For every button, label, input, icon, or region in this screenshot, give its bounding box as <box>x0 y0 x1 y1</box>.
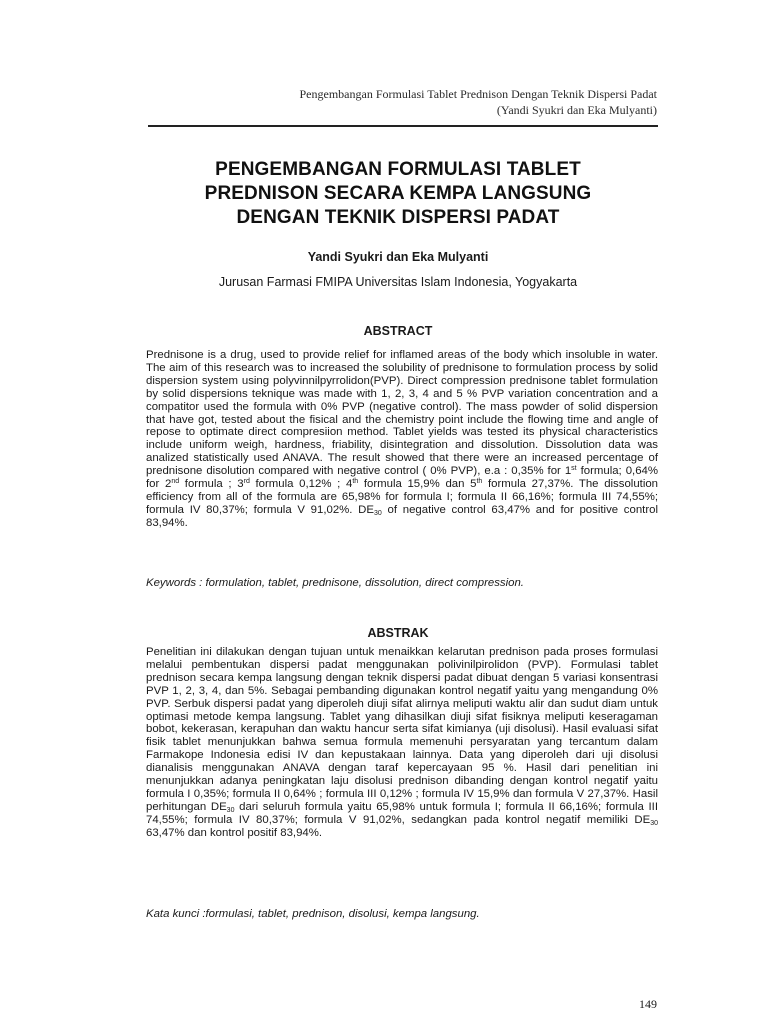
running-head <box>300 86 658 118</box>
abstract-sup-th-2: th <box>476 478 483 486</box>
abstrak-body <box>146 646 658 840</box>
abstract-text-3: formula ; 3 <box>179 478 244 491</box>
header-rule <box>148 125 658 127</box>
abstrak-text-1: Penelitian ini dilakukan dengan tujuan untuk menaikkan kelarutan prednison pada proses formulasi melalui pembentukan dispersi padat menggunakan polivinilpirolidon (PVP). Formulasi tablet prednison secara kempa langsung dengan teknik dispersi padat dibuat dengan 5 variasi konsentrasi PVP 1, 2, 3, 4, dan 5%. Sebagai pembanding digunakan kontrol negatif yaitu yang mengandung 0% PVP. Serbuk dispersi padat yang diperoleh diuji sifat alirnya meliputi waktu alir dan sudut diam untuk optimasi metode kempa langsung. Tablet yang dihasilkan diuji sifat fisiknya meliputi keseragaman bobot, kekerasan, kerapuhan dan waktu hancur serta sifat kimianya (uji disolusi). Hasil evaluasi sifat fisik tablet menunjukkan bahwa semua formula memenuhi persyaratan yang tercantum dalam Farmakope Indonesia edisi IV dan kepustakaan lainnya. Data yang diperoleh dari uji disolusi dianalisis menggunakan ANAVA dengan taraf kepercayaan 95 %. Hasil dari penelitian ini menunjukkan adanya peningkatan laju disolusi prednison dibanding dengan kontrol negatif yaitu formula I 0,35%; formula II 0,64% ; formula III 0,12% ; formula IV 15,9% dan formula V 27,37%. Hasil perhitungan DE <box>146 646 658 813</box>
abstract-text-5: formula 15,9% dan 5 <box>358 478 477 491</box>
page-number: 149 <box>639 997 657 1011</box>
abstract-text-7: of negative control 63,47% and for positive control 83,94%. <box>146 503 658 529</box>
abstract-text-1: Prednisone is a drug, used to provide relief for inflamed areas of the body which insoluble in water. The aim of this research was to increased the solubility of prednisone to formulation process by solid dispersion system using polyvinnilpyrrolidon(PVP). Direct compression prednisone tablet formulation by solid dispersions teknique was made with 1, 2, 3, 4 and 5 % PVP variation concentration and a compatitor used the formula with 0% PVP (negative control). The mass powder of solid dispersion that have got, tested about the fisical and the chemistry point include the flowing time and angle of repose to optimate direct compresiion method. Tablet yields was tested its physical characteristics include uniform weigh, hardness, friability, disintegration and dissolution. Dissolution data was analized statistically used ANAVA. The result showed that there were an increased percentage of prednisone disolution compared with negative control ( 0% PVP), e.a : 0,35% for 1 <box>146 349 658 478</box>
paper-title-line-2: PREDNISON SECARA KEMPA LANGSUNG <box>204 183 592 204</box>
abstract-text-6: formula 27,37%. The dissolution efficiency from all of the formula are 65,98% for formula I; formula II 66,16%; formula III 74,55%; formula IV 80,37%; formula V 91,02%. DE <box>146 478 659 516</box>
paper-title-line-3: DENGAN TEKNIK DISPERSI PADAT <box>236 207 560 228</box>
affiliation: Jurusan Farmasi FMIPA Universitas Islam Indonesia, Yogyakarta <box>218 275 578 289</box>
running-head-authors: (Yandi Syukri dan Eka Mulyanti) <box>496 103 657 117</box>
paper-title <box>110 158 686 230</box>
abstract-sup-rd: rd <box>243 478 250 486</box>
abstrak-sub-30-a: 30 <box>226 806 235 814</box>
abstrak-text-3: 63,47% dan kontrol positif 83,94%. <box>146 826 323 839</box>
abstract-sup-th-1: th <box>352 478 359 486</box>
abstrak-keywords: Kata kunci :formulasi, tablet, prednison, disolusi, kempa langsung. <box>146 908 480 920</box>
abstrak-text-2: dari seluruh formula yaitu 65,98% untuk formula I; formula II 66,16%; formula III 74,55%; formula IV 80,37%; formula V 91,02%, sedangkan pada kontrol negatif memiliki DE <box>146 800 658 826</box>
abstract-sup-st: st <box>571 465 577 473</box>
abstract-paragraph <box>146 349 658 530</box>
abstract-text-4: formula 0,12% ; 4 <box>249 478 353 491</box>
abstrak-heading: ABSTRAK <box>367 626 429 640</box>
abstract-keywords: Keywords : formulation, tablet, prednisone, dissolution, direct compression. <box>146 577 524 589</box>
abstract-body <box>146 349 658 530</box>
abstract-sup-nd: nd <box>171 478 180 486</box>
abstract-heading: ABSTRACT <box>363 324 433 338</box>
running-head-title: Pengembangan Formulasi Tablet Prednison Dengan Teknik Dispersi Padat <box>299 87 657 101</box>
paper-title-line-1: PENGEMBANGAN FORMULASI TABLET <box>215 159 581 180</box>
abstrak-paragraph <box>146 646 658 840</box>
abstrak-sub-30-b: 30 <box>650 819 658 827</box>
authors: Yandi Syukri dan Eka Mulyanti <box>307 250 489 264</box>
abstract-sub-30: 30 <box>374 509 382 517</box>
abstract-text-2: formula; 0,64% for 2 <box>146 465 658 491</box>
